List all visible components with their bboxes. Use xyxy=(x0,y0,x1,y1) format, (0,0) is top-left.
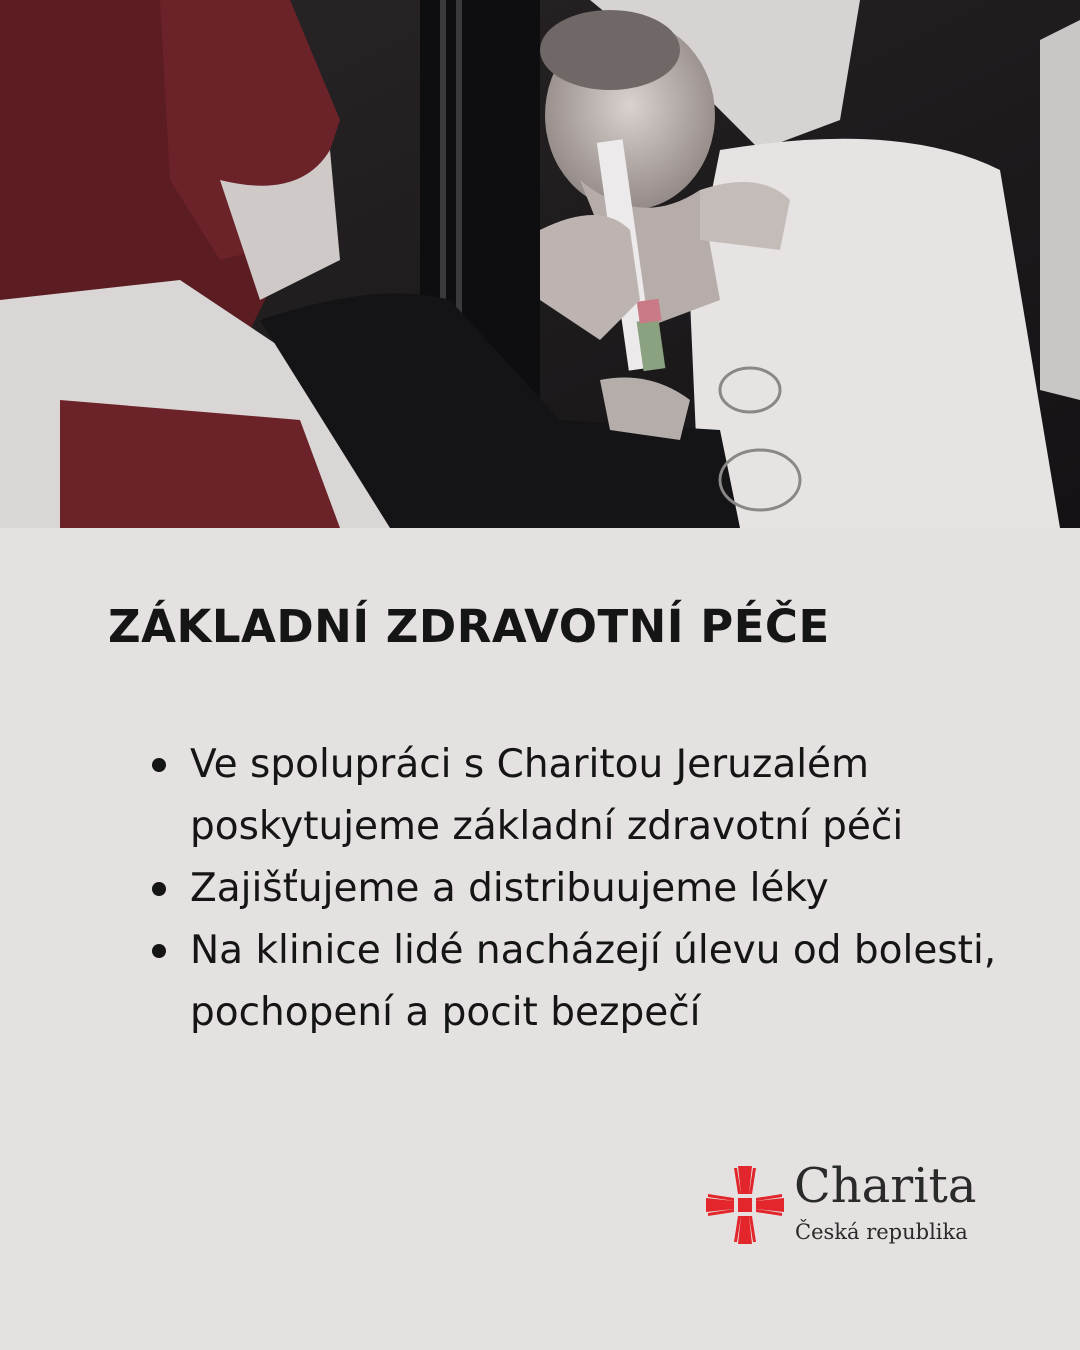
list-item: Ve spolupráci s Charitou Jeruzalém poskytujeme základní zdravotní péči xyxy=(146,734,1006,858)
charita-logo xyxy=(704,1158,1004,1254)
charita-cross-icon xyxy=(704,1164,786,1246)
logo-name: Charita xyxy=(794,1158,977,1214)
hero-photo xyxy=(0,0,1080,528)
bullet-list xyxy=(146,734,1006,1044)
list-item: Na klinice lidé nacházejí úlevu od bolesti, pochopení a pocit bezpečí xyxy=(146,920,1006,1044)
photo-icon xyxy=(0,0,1080,528)
page-title: ZÁKLADNÍ ZDRAVOTNÍ PÉČE xyxy=(108,600,830,653)
list-item: Zajišťujeme a distribuujeme léky xyxy=(146,858,1006,920)
logo-subtitle: Česká republika xyxy=(795,1220,968,1244)
